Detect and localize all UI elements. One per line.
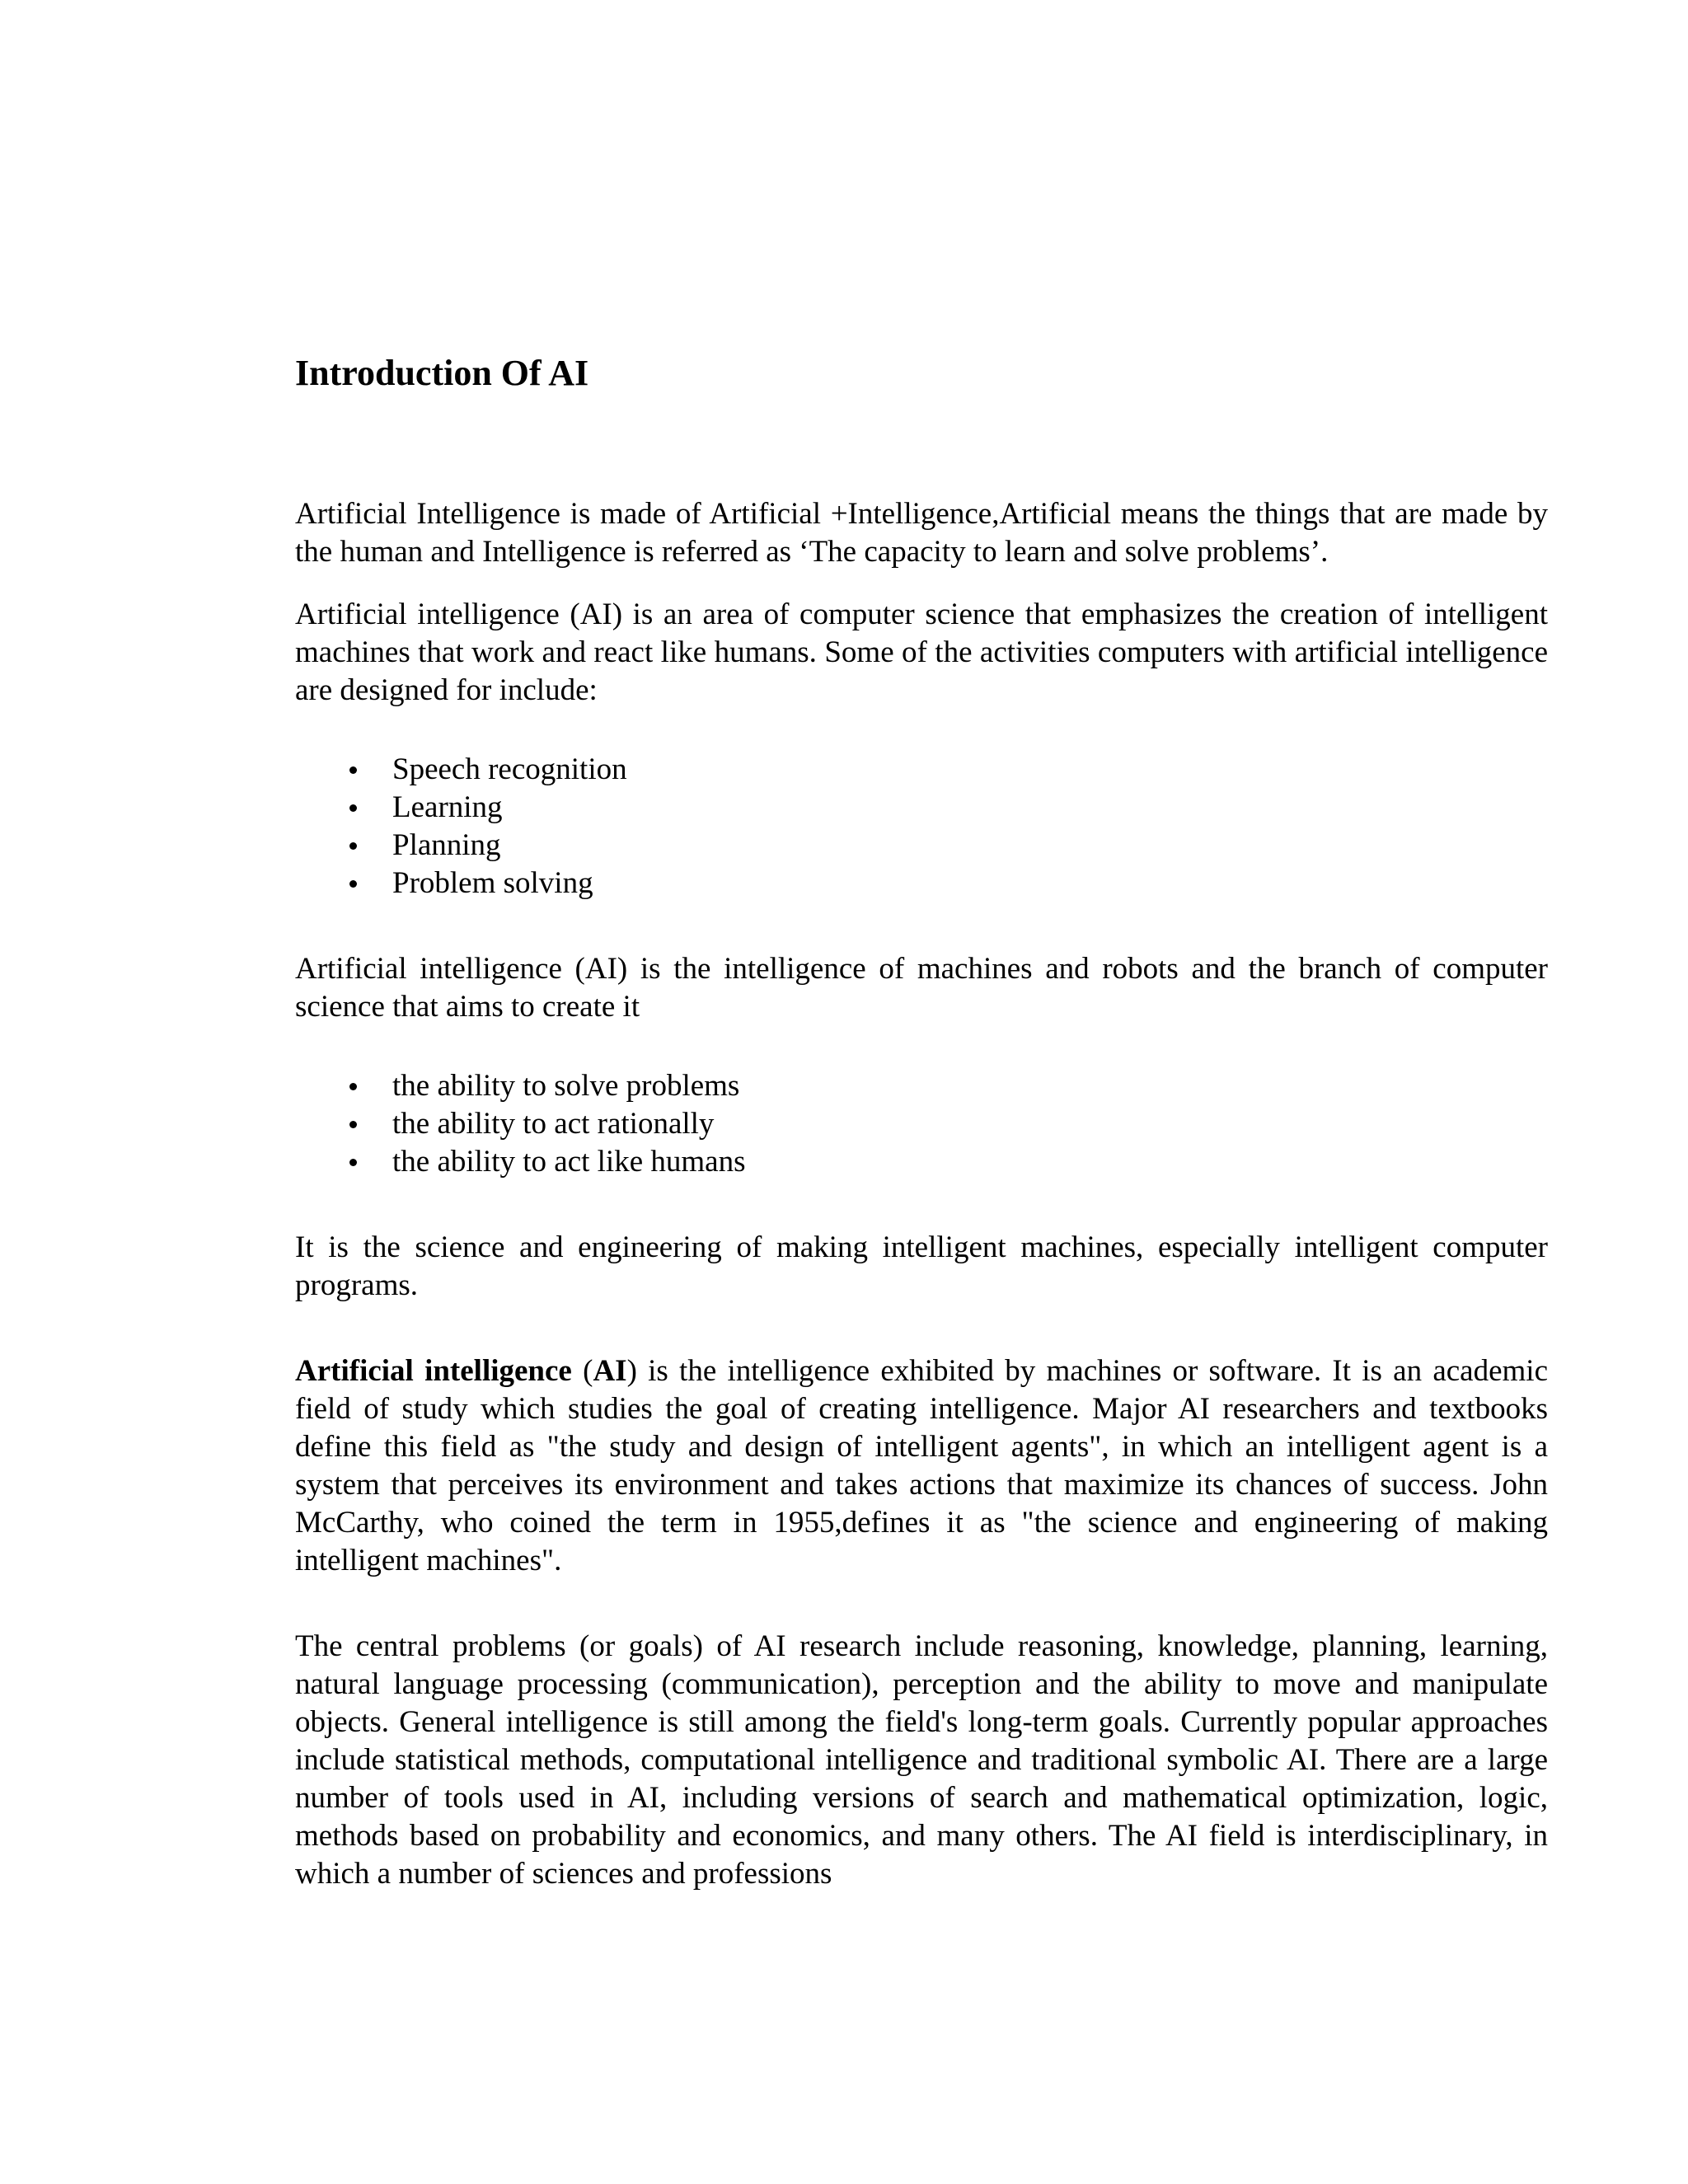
page-title: Introduction Of AI xyxy=(295,353,589,393)
bullet-icon xyxy=(345,1105,361,1143)
list-item: Planning xyxy=(295,827,1548,865)
bullet-icon xyxy=(345,827,361,865)
bullet-icon xyxy=(345,789,361,827)
paragraph-branch: Artificial intelligence (AI) is the intelligence of machines and robots and the branch of computer science that aims to create it xyxy=(295,952,1548,1024)
abilities-list xyxy=(295,1067,1548,1181)
list-item: the ability to act rationally xyxy=(295,1105,1548,1143)
bold-abbr: AI xyxy=(593,1354,627,1388)
bullet-icon xyxy=(345,1143,361,1181)
bullet-icon xyxy=(345,1067,361,1105)
activities-list xyxy=(295,751,1548,902)
list-item: Speech recognition xyxy=(295,751,1548,789)
document-page xyxy=(295,350,1548,1893)
paragraph-definition: Artificial Intelligence is made of Artificial +Intelligence,Artificial means the things that are made by the human and Intelligence is referred as ‘The capacity to learn and solve problems’. xyxy=(295,497,1548,569)
paragraph-exhibited: Artificial intelligence (AI) is the intelligence exhibited by machines or software. It is an academic field of study which studies the goal of creating intelligence. Major AI researchers and textbooks define this field as "the study and design of intelligent agents", in which an intelligent agent is a system that perceives its environment and takes actions that maximize its chances of success. John McCarthy, who coined the term in 1955,defines it as "the science and engineering of making intelligent machines". xyxy=(295,1354,1548,1577)
list-item: Learning xyxy=(295,789,1548,827)
paragraph-central-problems: The central problems (or goals) of AI research include reasoning, knowledge, planning, learning, natural language processing (communication), perception and the ability to move and manipulate objects. General intelligence is still among the field's long-term goals. Currently popular approaches include statistical methods, computational intelligence and traditional symbolic AI. There are a large number of tools used in AI, including versions of search and mathematical optimization, logic, methods based on probability and economics, and many others. The AI field is interdisciplinary, in which a number of sciences and professions xyxy=(295,1629,1548,1891)
paragraph-science: It is the science and engineering of making intelligent machines, especially intelligent computer programs. xyxy=(295,1230,1548,1302)
list-item: Problem solving xyxy=(295,865,1548,902)
paragraph-ai-area: Artificial intelligence (AI) is an area of computer science that emphasizes the creation of intelligent machines that work and react like humans. Some of the activities computers with artificial intelligence are designed for include: xyxy=(295,598,1548,707)
list-item: the ability to solve problems xyxy=(295,1067,1548,1105)
list-item: the ability to act like humans xyxy=(295,1143,1548,1181)
bullet-icon xyxy=(345,751,361,789)
bold-term: Artificial intelligence xyxy=(295,1354,572,1388)
bullet-icon xyxy=(345,865,361,902)
